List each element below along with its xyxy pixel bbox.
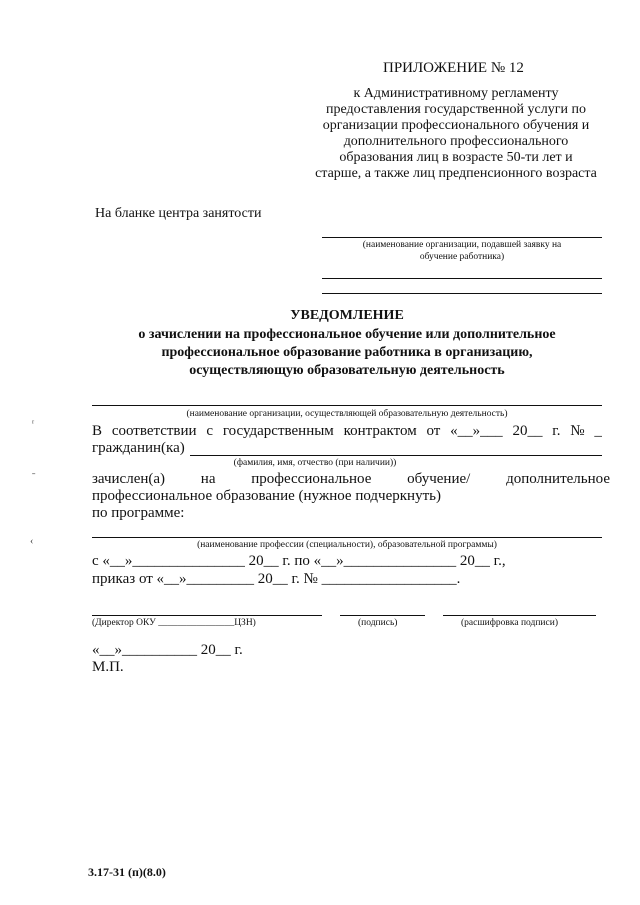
enrolled-word: на xyxy=(200,471,216,487)
contract-date-blank: «__»___ xyxy=(450,423,503,439)
signature-line xyxy=(340,615,425,616)
appendix-title: ПРИЛОЖЕНИЕ № 12 xyxy=(383,60,524,76)
recipient-caption-1: (наименование организации, подавшей заявку на xyxy=(362,240,562,250)
recipient-caption-2: обучение работника) xyxy=(419,252,505,262)
regulation-line-3: организации профессионального обучения и xyxy=(322,118,590,133)
regulation-line-6: старше, а также лиц предпенсионного возраста xyxy=(315,166,597,181)
enrolled-line xyxy=(92,471,610,488)
enrolled-word: дополнительное xyxy=(506,471,610,487)
citizen-label: гражданин(ка) xyxy=(92,440,185,456)
enrolled-word: зачислен(а) xyxy=(92,471,166,487)
director-caption: (Директор ОКУ ________________ЦЗН) xyxy=(92,618,256,628)
contract-word: от xyxy=(426,423,441,439)
dates-line: с «__»_______________ 20__ г. по «__»_______________ 20__ г., xyxy=(92,553,506,569)
blank-label: На бланке центра занятости xyxy=(95,206,262,221)
recipient-line-3 xyxy=(322,293,602,294)
recipient-line-1 xyxy=(322,237,602,238)
decoding-caption: (расшифровка подписи) xyxy=(461,618,558,628)
regulation-line-4: дополнительного профессионального xyxy=(343,134,569,149)
contract-word: с xyxy=(206,423,214,439)
organization-caption: (наименование организации, осуществляющей образовательную деятельность) xyxy=(186,409,508,419)
contract-word: контрактом xyxy=(343,423,417,439)
contract-word: В xyxy=(92,423,103,439)
citizen-name-line xyxy=(190,455,602,456)
scan-artifact: ‹ xyxy=(30,536,34,547)
contract-number-blank: _ xyxy=(594,423,602,439)
contract-year-blank: 20__ xyxy=(512,423,543,439)
regulation-line-5: образования лиц в возрасте 50-ти лет и xyxy=(339,150,573,165)
organization-line xyxy=(92,405,602,406)
program-label: по программе: xyxy=(92,505,185,521)
notice-title: УВЕДОМЛЕНИЕ xyxy=(290,308,404,323)
fio-caption: (фамилия, имя, отчество (при наличии)) xyxy=(233,458,397,468)
recipient-line-2 xyxy=(322,278,602,279)
contract-word: № xyxy=(570,423,585,439)
profession-caption: (наименование профессии (специальности), образовательной программы) xyxy=(197,540,497,550)
stamp-label: М.П. xyxy=(92,659,124,675)
scan-artifact: ʳ xyxy=(32,418,35,429)
order-line: приказ от «__»_________ 20__ г. № __________________. xyxy=(92,571,461,587)
contract-word: соответствии xyxy=(111,423,197,439)
notice-subtitle-3: осуществляющую образовательную деятельность xyxy=(189,363,505,378)
contract-line xyxy=(92,423,602,440)
scan-artifact: ˗ xyxy=(32,468,36,479)
notice-subtitle-2: профессиональное образование работника в организацию, xyxy=(161,345,533,360)
profession-line xyxy=(92,537,602,538)
footer-code: 3.17-31 (п)(8.0) xyxy=(88,865,166,879)
regulation-line-2: предоставления государственной услуги по xyxy=(326,102,586,117)
enrolled-word: обучение/ xyxy=(407,471,471,487)
contract-word: государственным xyxy=(222,423,334,439)
contract-word: г. xyxy=(552,423,561,439)
signature-date: «__»__________ 20__ г. xyxy=(92,642,243,658)
enrolled-line-2: профессиональное образование (нужное подчеркнуть) xyxy=(92,488,441,504)
decoding-line xyxy=(443,615,596,616)
regulation-line-1: к Административному регламенту xyxy=(353,86,559,101)
signature-caption: (подпись) xyxy=(358,618,398,628)
enrolled-word: профессиональное xyxy=(251,471,372,487)
notice-subtitle-1: о зачислении на профессиональное обучение или дополнительное xyxy=(138,327,556,342)
director-line xyxy=(92,615,322,616)
regulation-reference xyxy=(300,86,612,182)
